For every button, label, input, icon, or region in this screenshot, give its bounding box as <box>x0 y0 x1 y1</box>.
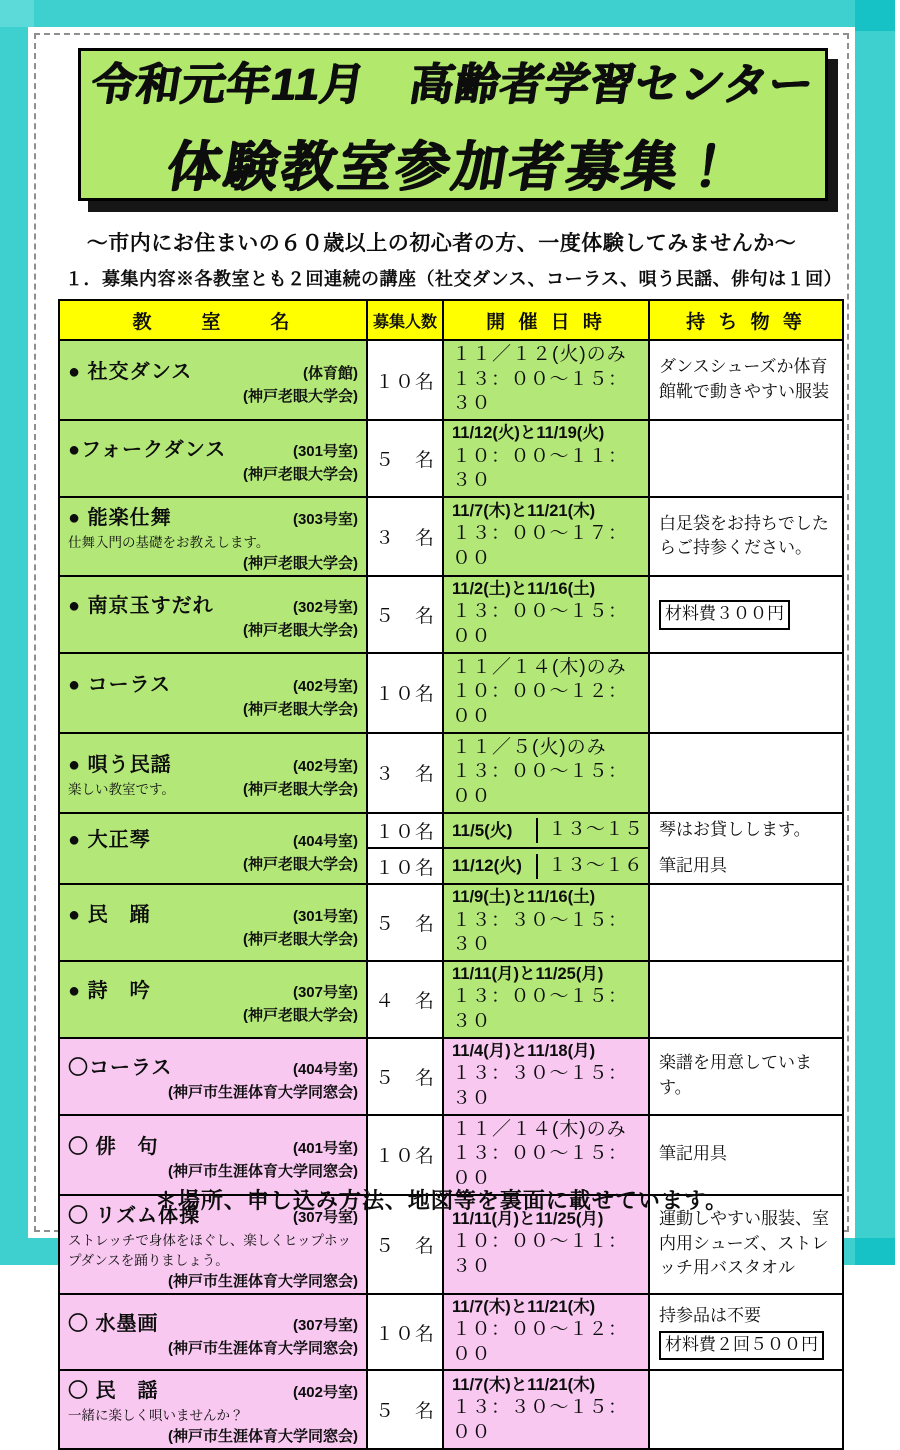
schedule-cell <box>443 961 649 1038</box>
table-header-row <box>59 300 843 340</box>
items-text: 琴はお貸しします。 <box>659 819 811 839</box>
time-line: １３：００～１５：００ <box>452 761 628 808</box>
class-note: ストレッチで身体をほぐし、楽しくヒップホップダンスを踊りましょう。 <box>68 1232 351 1268</box>
class-name: ●フォークダンス <box>68 439 227 462</box>
items-cell <box>649 420 843 497</box>
scan-border-corner-top-left <box>0 0 34 27</box>
class-name: ● 詩 吟 <box>68 980 151 1003</box>
schedule-cell <box>443 1038 649 1115</box>
schedule-cell <box>443 340 649 420</box>
time-line: １０：００～１１：３０ <box>452 445 628 492</box>
class-name: ● 大正琴 <box>68 829 151 852</box>
capacity-cell: ５ 名 <box>367 1038 443 1115</box>
items-cell <box>649 653 843 733</box>
room-label: (301号室) <box>292 907 358 925</box>
org-label: (神戸市生涯体育大学同窓会) <box>168 1162 358 1180</box>
capacity-cell: １０名 <box>367 813 443 849</box>
org-label: (神戸市生涯体育大学同窓会) <box>168 1428 358 1446</box>
subtitle: ～市内にお住まいの６０歳以上の初心者の方、一度体験してみませんか～ <box>86 232 797 255</box>
room-label: (402号室) <box>292 1384 358 1402</box>
capacity-cell: １０名 <box>367 1115 443 1195</box>
schedule-cell <box>443 497 649 576</box>
items-cell: 白足袋をお持ちでしたらご持参ください。 <box>649 497 843 576</box>
time-line: １０：００～１２：００ <box>452 681 628 728</box>
schedule-cell <box>443 420 649 497</box>
date-line: １１／５(火)のみ <box>452 736 607 758</box>
capacity-cell: ５ 名 <box>367 420 443 497</box>
capacity-cell: １０名 <box>367 1294 443 1371</box>
room-label: (404号室) <box>292 833 358 851</box>
table-row <box>59 497 843 576</box>
class-name-cell <box>59 653 367 733</box>
schedule-cell <box>443 1370 649 1449</box>
class-name-cell <box>59 1370 367 1449</box>
org-label: (神戸老眼大学会) <box>243 622 358 640</box>
class-name: 〇 リズム体操 <box>68 1204 201 1227</box>
class-name: ● 民 踊 <box>68 903 151 926</box>
items-cell <box>649 813 843 884</box>
scan-border-corner-bottom-right <box>855 1238 895 1265</box>
materials-fee-box: 材料費２回５００円 <box>659 1331 824 1361</box>
class-name: ● 南京玉すだれ <box>68 595 214 618</box>
date-line: 11/11(月)と11/25(月) <box>452 964 604 983</box>
class-name: 〇 俳 句 <box>68 1135 159 1158</box>
header-items: 持 ち 物 等 <box>649 300 843 340</box>
class-name-cell <box>59 961 367 1038</box>
table-row <box>59 1370 843 1449</box>
time-line: １３～１５ <box>547 819 643 841</box>
class-name: ● 唄う民謡 <box>68 753 172 776</box>
schedule-cell <box>443 653 649 733</box>
time-line: １３：００～１７：００ <box>452 523 628 570</box>
date-line: 11/11(月)と11/25(月) <box>452 1209 604 1228</box>
date-line: 11/12(火)と11/19(火) <box>452 424 605 443</box>
class-name-cell <box>59 884 367 961</box>
org-label: (神戸市生涯体育大学同窓会) <box>168 1084 358 1102</box>
capacity-cell: ４ 名 <box>367 961 443 1038</box>
scan-border-top <box>0 0 895 27</box>
class-name: 〇 水墨画 <box>68 1313 159 1335</box>
class-name-cell <box>59 340 367 420</box>
schedule-cell <box>443 733 649 813</box>
time-line: １３：００～１５：００ <box>452 1143 628 1189</box>
table-row <box>59 884 843 961</box>
org-label: (神戸老眼大学会) <box>243 700 358 718</box>
class-name: ● 社交ダンス <box>68 361 193 384</box>
capacity-cell: １０名 <box>367 653 443 733</box>
class-name: 〇 民 謡 <box>68 1380 159 1403</box>
section-heading: １．募集内容※各教室とも２回連続の講座（社交ダンス、コーラス、唄う民謡、俳句は１回） <box>65 269 843 289</box>
table-row <box>59 340 843 420</box>
schedule-cell <box>443 576 649 653</box>
scan-border-right <box>855 0 895 1265</box>
table-row <box>59 733 843 813</box>
org-label: (神戸老眼大学会) <box>243 930 358 948</box>
class-schedule-table <box>58 299 844 1450</box>
room-label: (401号室) <box>292 1139 358 1157</box>
org-label: (神戸市生涯体育大学同窓会) <box>168 1340 358 1357</box>
date-line: 11/9(土)と11/16(土) <box>452 888 596 907</box>
time-line: １３：００～１５：３０ <box>452 986 628 1033</box>
footer-note: ＊場所、申し込み方法、地図等を裏面に載せています。 <box>154 1188 729 1213</box>
table-row <box>59 1038 843 1115</box>
table-row <box>59 1115 843 1195</box>
items-cell <box>649 1370 843 1449</box>
items-cell: 運動しやすい服装、室内用シューズ、ストレッチ用バスタオル <box>649 1195 843 1294</box>
class-name-cell <box>59 1294 367 1371</box>
table-row <box>59 420 843 497</box>
room-label: (302号室) <box>292 599 358 617</box>
date-line: 11/4(月)と11/18(月) <box>452 1041 596 1060</box>
org-label: (神戸老眼大学会) <box>243 856 358 874</box>
schedule-cell <box>443 1115 649 1195</box>
org-label: (神戸老眼大学会) <box>243 554 358 572</box>
class-name-cell <box>59 576 367 653</box>
room-label: (301号室) <box>292 443 358 461</box>
schedule-cell <box>443 1294 649 1371</box>
table-row <box>59 961 843 1038</box>
items-cell: ダンスシューズか体育館靴で動きやすい服装 <box>649 340 843 420</box>
org-label: (神戸老眼大学会) <box>243 1007 358 1025</box>
schedule-cell <box>443 848 649 884</box>
class-name: ● コーラス <box>68 673 172 696</box>
date-line: 11/7(木)と11/21(木) <box>452 1375 596 1394</box>
time-line: １０：００～１２：００ <box>452 1319 628 1365</box>
items-cell <box>649 884 843 961</box>
capacity-cell: ３ 名 <box>367 733 443 813</box>
capacity-cell: ５ 名 <box>367 1370 443 1449</box>
class-name-cell <box>59 1115 367 1195</box>
schedule-cell <box>443 884 649 961</box>
date-line: 11/2(土)と11/16(土) <box>452 579 596 598</box>
class-name: ● 能楽仕舞 <box>68 506 172 529</box>
flyer-page <box>28 27 855 1446</box>
class-name-cell <box>59 497 367 576</box>
items-cell <box>649 733 843 813</box>
items-cell <box>649 576 843 653</box>
class-note: 楽しい教室です。 <box>68 781 175 797</box>
time-line: １３：００～１５：００ <box>452 601 628 647</box>
scan-border-left <box>0 0 28 1265</box>
date-line: １１／１４(木)のみ <box>452 656 627 678</box>
class-name-cell <box>59 1038 367 1115</box>
date-line: 11/7(木)と11/21(木) <box>452 501 596 520</box>
table-row <box>59 576 843 653</box>
schedule-cell <box>443 813 649 849</box>
class-note: 一緒に楽しく唄いませんか？ <box>68 1408 244 1424</box>
class-name-cell <box>59 733 367 813</box>
header-class-name: 教 室 名 <box>59 300 367 340</box>
org-label: (神戸老眼大学会) <box>243 388 358 406</box>
header-schedule: 開 催 日 時 <box>443 300 649 340</box>
header-capacity: 募集人数 <box>367 300 443 340</box>
class-name: 〇コーラス <box>68 1057 173 1080</box>
time-line: １３：００～１５：３０ <box>452 368 628 415</box>
date-line: 11/7(木)と11/21(木) <box>452 1297 596 1316</box>
capacity-cell: ５ 名 <box>367 576 443 653</box>
capacity-cell: ５ 名 <box>367 1195 443 1294</box>
class-note: 仕舞入門の基礎をお教えします。 <box>68 534 270 550</box>
materials-fee-box: 材料費３００円 <box>659 600 790 630</box>
room-label: (体育館) <box>303 365 358 383</box>
time-line: １０：００～１１：３０ <box>452 1231 628 1277</box>
org-label: (神戸市生涯体育大学同窓会) <box>168 1272 358 1290</box>
room-label: (307号室) <box>292 1208 358 1226</box>
items-text: 筆記用具 <box>659 856 727 876</box>
room-label: (307号室) <box>292 984 358 1002</box>
room-label: (303号室) <box>292 510 358 528</box>
title-line-2: 体験教室参加者募集！ <box>162 137 743 197</box>
items-cell <box>649 1294 843 1371</box>
room-label: (402号室) <box>292 757 358 775</box>
capacity-cell: １０名 <box>367 340 443 420</box>
items-cell <box>649 961 843 1038</box>
class-name-cell <box>59 420 367 497</box>
table-row <box>59 653 843 733</box>
class-name-cell <box>59 813 367 884</box>
org-label: (神戸老眼大学会) <box>243 780 358 798</box>
table-row <box>59 813 843 849</box>
time-line: １３～１６ <box>547 854 643 876</box>
time-line: １３：３０～１５：００ <box>452 1396 628 1443</box>
time-line: １３：３０～１５：３０ <box>452 909 628 956</box>
title-line-1: 令和元年11月 高齢者学習センター <box>87 60 818 109</box>
scan-border-corner-top-right <box>855 0 895 31</box>
capacity-cell: ３ 名 <box>367 497 443 576</box>
table-row <box>59 1294 843 1371</box>
date-line: １１／１２(火)のみ <box>452 344 627 365</box>
room-label: (402号室) <box>292 677 358 695</box>
capacity-cell: １０名 <box>367 848 443 884</box>
items-cell: 筆記用具 <box>649 1115 843 1195</box>
time-line: １３：３０～１５：３０ <box>452 1063 628 1109</box>
room-label: (307号室) <box>292 1317 358 1334</box>
room-label: (404号室) <box>292 1061 358 1079</box>
items-cell: 楽譜を用意しています。 <box>649 1038 843 1115</box>
org-label: (神戸老眼大学会) <box>243 466 358 484</box>
date-line: 11/5(火) <box>444 818 538 843</box>
title-banner <box>78 48 828 201</box>
date-line: １１／１４(木)のみ <box>452 1118 627 1140</box>
items-text: 持参品は不要 <box>659 1305 761 1325</box>
date-line: 11/12(火) <box>444 854 538 879</box>
capacity-cell: ５ 名 <box>367 884 443 961</box>
